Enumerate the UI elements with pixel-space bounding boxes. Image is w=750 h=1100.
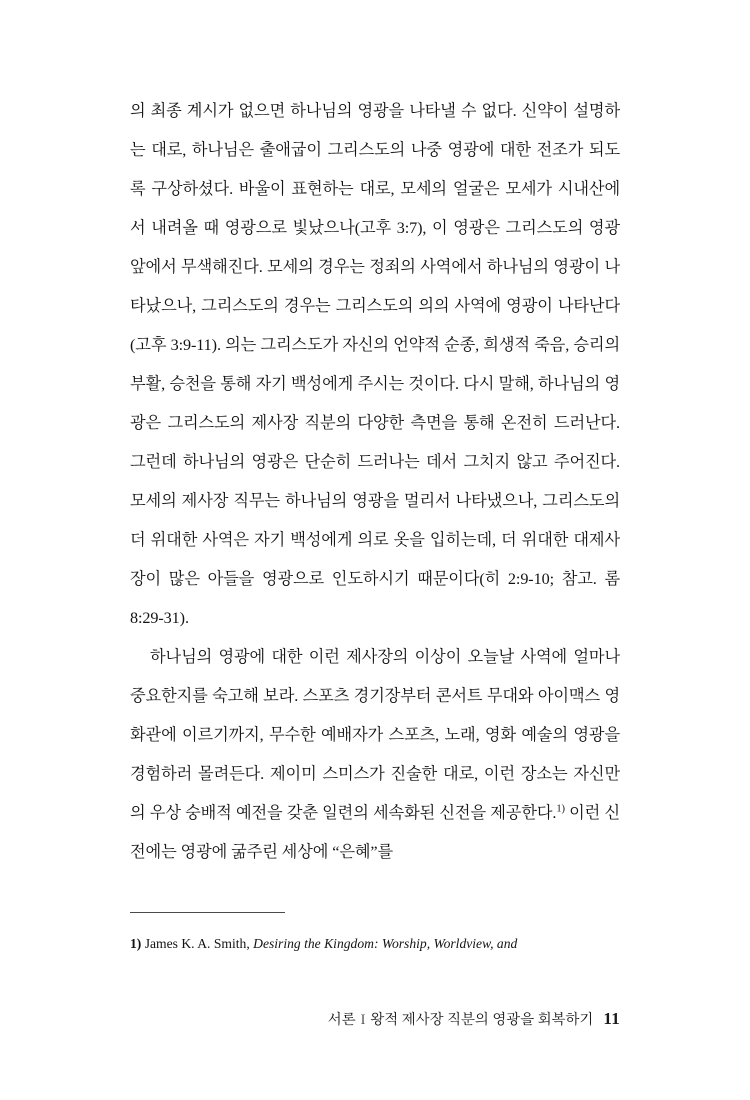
page-body: [130, 92, 620, 872]
footnote-author: James K. A. Smith,: [144, 936, 250, 951]
footnote-title: Desiring the Kingdom: Worship, Worldview, and: [253, 936, 518, 951]
paragraph-1: 의 최종 계시가 없으면 하나님의 영광을 나타낼 수 없다. 신약이 설명하는 대로, 하나님은 출애굽이 그리스도의 나중 영광에 대한 전조가 되도록 구상하셨다. 바울이 표현하는 대로, 모세의 얼굴은 모세가 시내산에서 내려올 때 영광으로 빛났으나(고후 3:7), 이 영광은 그리스도의 영광 앞에서 무색해진다. 모세의 경우는 정죄의 사역에서 하나님의 영광이 나타났으나, 그리스도의 경우는 그리스도의 의의 사역에 영광이 나타난다(고후 3:9-11). 의는 그리스도가 자신의 언약적 순종, 희생적 죽음, 승리의 부활, 승천을 통해 자기 백성에게 주시는 것이다. 다시 말해, 하나님의 영광은 그리스도의 제사장 직분의 다양한 측면을 통해 온전히 드러난다. 그런데 하나님의 영광은 단순히 드러나는 데서 그치지 않고 주어진다. 모세의 제사장 직무는 하나님의 영광을 멀리서 나타냈으나, 그리스도의 더 위대한 사역은 자기 백성에게 의로 옷을 입히는데, 더 위대한 대제사장이 많은 아들을 영광으로 인도하시기 때문이다(히 2:9-10; 참고. 롬 8:29-31).: [130, 102, 620, 627]
footnote-separator-rule: [130, 912, 285, 913]
footnote-1: [130, 933, 620, 955]
page-footer: [130, 1008, 620, 1029]
paragraph-2: [130, 638, 620, 872]
paragraph-2-text-tail: 이런 신전에는 영광에 굶주린 세상에 “은혜”를: [130, 804, 620, 861]
footnote-area: [130, 912, 620, 955]
footer-chapter-title: 왕적 제사장 직분의 영광을 회복하기: [370, 1012, 594, 1028]
paragraph-2-text: 하나님의 영광에 대한 이런 제사장의 이상이 오늘날 사역에 얼마나 중요한지를 숙고해 보라. 스포츠 경기장부터 콘서트 무대와 아이맥스 영화관에 이르기까지, 무수한 예배자가 스포츠, 노래, 영화 예술의 영광을 경험하러 몰려든다. 제이미 스미스가 진술한 대로, 이런 장소는 자신만의 우상 숭배적 예전을 갖춘 일련의 세속화된 신전을 제공한다.: [130, 648, 620, 822]
footnote-number: 1): [130, 936, 142, 951]
footer-section-label: 서론: [327, 1012, 356, 1028]
footer-separator: I: [360, 1012, 366, 1028]
page-number: 11: [603, 1009, 620, 1028]
footnote-marker[interactable]: 1): [556, 803, 565, 815]
